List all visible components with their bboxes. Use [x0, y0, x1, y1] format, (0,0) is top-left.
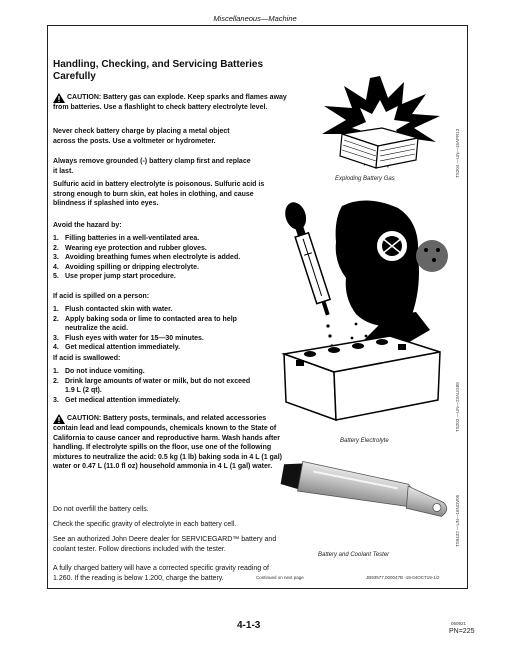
coolant-tester-illustration [276, 455, 456, 535]
list-item: 1. Filling batteries in a well-ventilated area. [53, 235, 200, 242]
caution-block-1 [53, 93, 301, 113]
page-number: 4-1-3 [237, 620, 261, 631]
warning-sulfuric-acid: Sulfuric acid in battery electrolyte is poisonous. Sulfuric acid is strong enough to burn skin, eat holes in clothing, and cause blindness if splashed into eyes. [53, 181, 265, 207]
avoid-list [53, 234, 301, 282]
pn-label: PN=225 [449, 628, 475, 635]
note-specific-gravity: Check the specific gravity of electrolyte in each battery cell. [53, 521, 237, 528]
figure-code-exploding: TS204 —UN—15APR13 [455, 128, 460, 178]
battery-electrolyte-illustration [270, 194, 450, 426]
list-item: 3. Get medical attention immediately. [53, 396, 181, 404]
warning-metal-object: Never check battery charge by placing a metal object across the posts. Use a voltmeter or hydrometer. [53, 128, 230, 145]
list-item: 2. Wearing eye protection and rubber gloves. [53, 244, 207, 252]
list-item: 4. Get medical attention immediately. [53, 344, 181, 351]
swallowed-heading: If acid is swallowed: [53, 355, 121, 362]
avoid-heading: Avoid the hazard by: [53, 222, 122, 229]
figure-code-tester: TS9432 —UN—16NOV05 [455, 494, 460, 547]
warning-ground-clamp: Always remove grounded (-) battery clamp first and replace it last. [53, 158, 251, 175]
continued-note: Continued on next page [256, 575, 304, 580]
caution-text-2: CAUTION: Battery posts, terminals, and related accessories contain lead and lead compounds, chemicals known to the State of California to cause cancer and reproductive harm. Wash hands after handling. If electrolyte spills on the floor, use one of the following mixtures to neutralize the acid: 0.5 kg (1 lb) baking soda in 4 L (1 gal) water or 0.47 L (11.0 fl oz) household ammonia in 4 L (1 gal) water. [53, 415, 282, 470]
list-item: 1. Flush contacted skin with water. [53, 306, 173, 313]
list-item: 2. Drink large amounts of water or milk, but do not exceed 1.9 L (2 qt). [53, 377, 251, 394]
list-item: 2. Apply baking soda or lime to contacted area to help neutralize the acid. [53, 315, 237, 332]
caution-triangle-icon [53, 93, 65, 103]
note-charge: A fully charged battery will have a corrected specific gravity reading of 1.260. If the reading is below 1.200, charge the battery. [53, 565, 269, 582]
figure-caption-tester: Battery and Coolant Tester [318, 552, 390, 558]
frame-right-rule [467, 25, 468, 588]
figure-caption-electrolyte: Battery Electrolyte [340, 438, 389, 444]
list-item: 5. Use proper jump start procedure. [53, 273, 176, 280]
frame-left-rule [47, 25, 48, 588]
list-item: 3. Avoiding breathing fumes when electrolyte is added. [53, 254, 241, 261]
exploding-battery-illustration [318, 76, 442, 172]
list-item: 1. Do not induce vomiting. [53, 368, 145, 375]
caution-block-2 [53, 414, 289, 472]
figure-caption-exploding: Exploding Battery Gas [335, 176, 395, 182]
figure-code-electrolyte: TS203 —UN—23AUG88 [455, 382, 460, 432]
frame-bottom-rule [47, 588, 468, 589]
caution-triangle-icon [53, 414, 65, 424]
frame-top-rule [47, 25, 467, 26]
note-overfill: Do not overfill the battery cells. [53, 506, 149, 513]
footer-code: 060921 [451, 621, 467, 626]
section-title: Handling, Checking, and Servicing Batteries Carefully [53, 59, 264, 82]
list-item: 4. Avoiding spilling or dripping electrolyte. [53, 263, 199, 271]
spilled-list [53, 305, 258, 353]
list-item: 3. Flush eyes with water for 15—30 minutes. [53, 334, 204, 342]
document-reference: JB93577,000047B -19-04OCT19-1/2 [366, 575, 440, 580]
spilled-heading: If acid is spilled on a person: [53, 293, 150, 300]
page-header-title: Miscellaneous—Machine [213, 14, 297, 23]
note-dealer: See an authorized John Deere dealer for SERVICEGARD™ battery and coolant tester. Follow directions included with the tester. [53, 536, 277, 553]
caution-text-1: CAUTION: Battery gas can explode. Keep sparks and flames away from batteries. Use a flashlight to check battery electrolyte level. [53, 94, 287, 111]
swallowed-list [53, 367, 258, 405]
